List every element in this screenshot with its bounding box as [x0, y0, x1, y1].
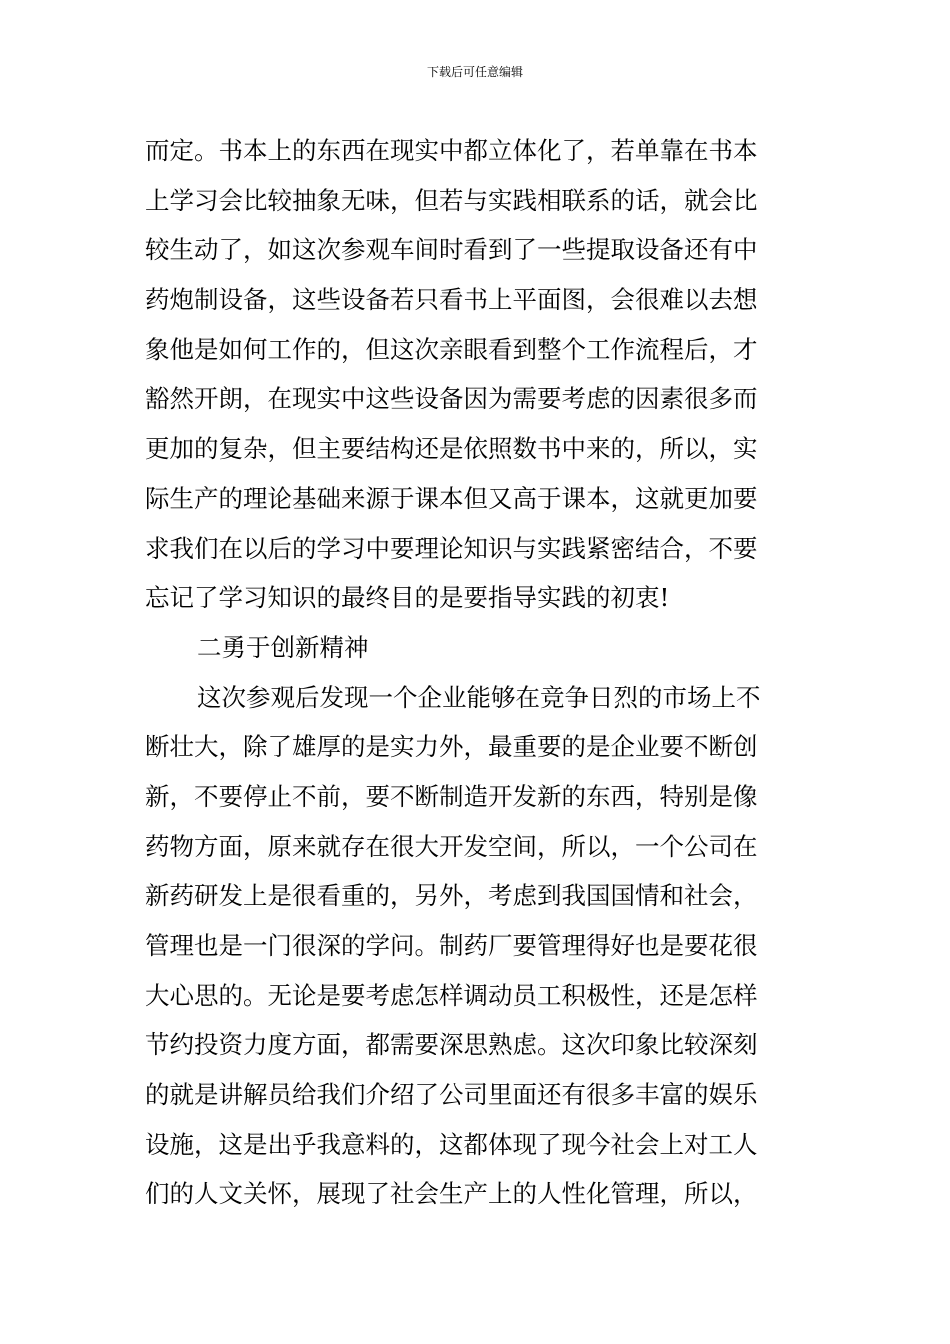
body-line-9: 求我们在以后的学习中要理论知识与实践紧密结合，不要 [145, 533, 758, 563]
body-line-18: 大心思的。无论是要考虑怎样调动员工积极性，还是怎样 [145, 980, 758, 1010]
body-line-17: 管理也是一门很深的学问。制药厂要管理得好也是要花很 [145, 931, 758, 960]
body-line-7: 更加的复杂，但主要结构还是依照数书中来的，所以，实 [145, 434, 758, 464]
document-body [145, 126, 815, 1219]
body-line-5: 象他是如何工作的，但这次亲眼看到整个工作流程后，才 [145, 334, 758, 364]
body-line-15: 药物方面，原来就存在很大开发空间，所以，一个公司在 [145, 831, 758, 861]
body-line-21: 设施，这是出乎我意料的，这都体现了现今社会上对工人 [145, 1129, 758, 1159]
body-line-8: 际生产的理论基础来源于课本但又高于课本，这就更加要 [145, 483, 758, 513]
body-line-12: 这次参观后发现一个企业能够在竞争日烈的市场上不 [197, 682, 761, 712]
body-line-22: 们的人文关怀，展现了社会生产上的人性化管理，所以， [145, 1179, 758, 1209]
body-line-1: 而定。书本上的东西在现实中都立体化了，若单靠在书本 [145, 136, 758, 165]
body-line-14: 新，不要停止不前，要不断制造开发新的东西，特别是像 [145, 781, 758, 811]
body-line-20: 的就是讲解员给我们介绍了公司里面还有很多丰富的娱乐 [145, 1080, 758, 1110]
body-line-4: 药炮制设备，这些设备若只看书上平面图，会很难以去想 [145, 285, 758, 315]
body-line-16: 新药研发上是很看重的，另外，考虑到我国国情和社会， [145, 881, 758, 911]
page-header: 下载后可任意编辑 [426, 65, 523, 79]
body-line-3: 较生动了，如这次参观车间时看到了一些提取设备还有中 [145, 235, 758, 265]
body-line-19: 节约投资力度方面，都需要深思熟虑。这次印象比较深刻 [145, 1030, 758, 1060]
body-line-13: 断壮大，除了雄厚的是实力外，最重要的是企业要不断创 [145, 732, 758, 762]
section-heading: 二勇于创新精神 [197, 632, 369, 662]
body-line-2: 上学习会比较抽象无味，但若与实践相联系的话，就会比 [145, 185, 758, 215]
body-line-10: 忘记了学习知识的最终目的是要指导实践的初衷! [145, 583, 670, 613]
body-line-6: 豁然开朗，在现实中这些设备因为需要考虑的因素很多而 [145, 384, 758, 414]
